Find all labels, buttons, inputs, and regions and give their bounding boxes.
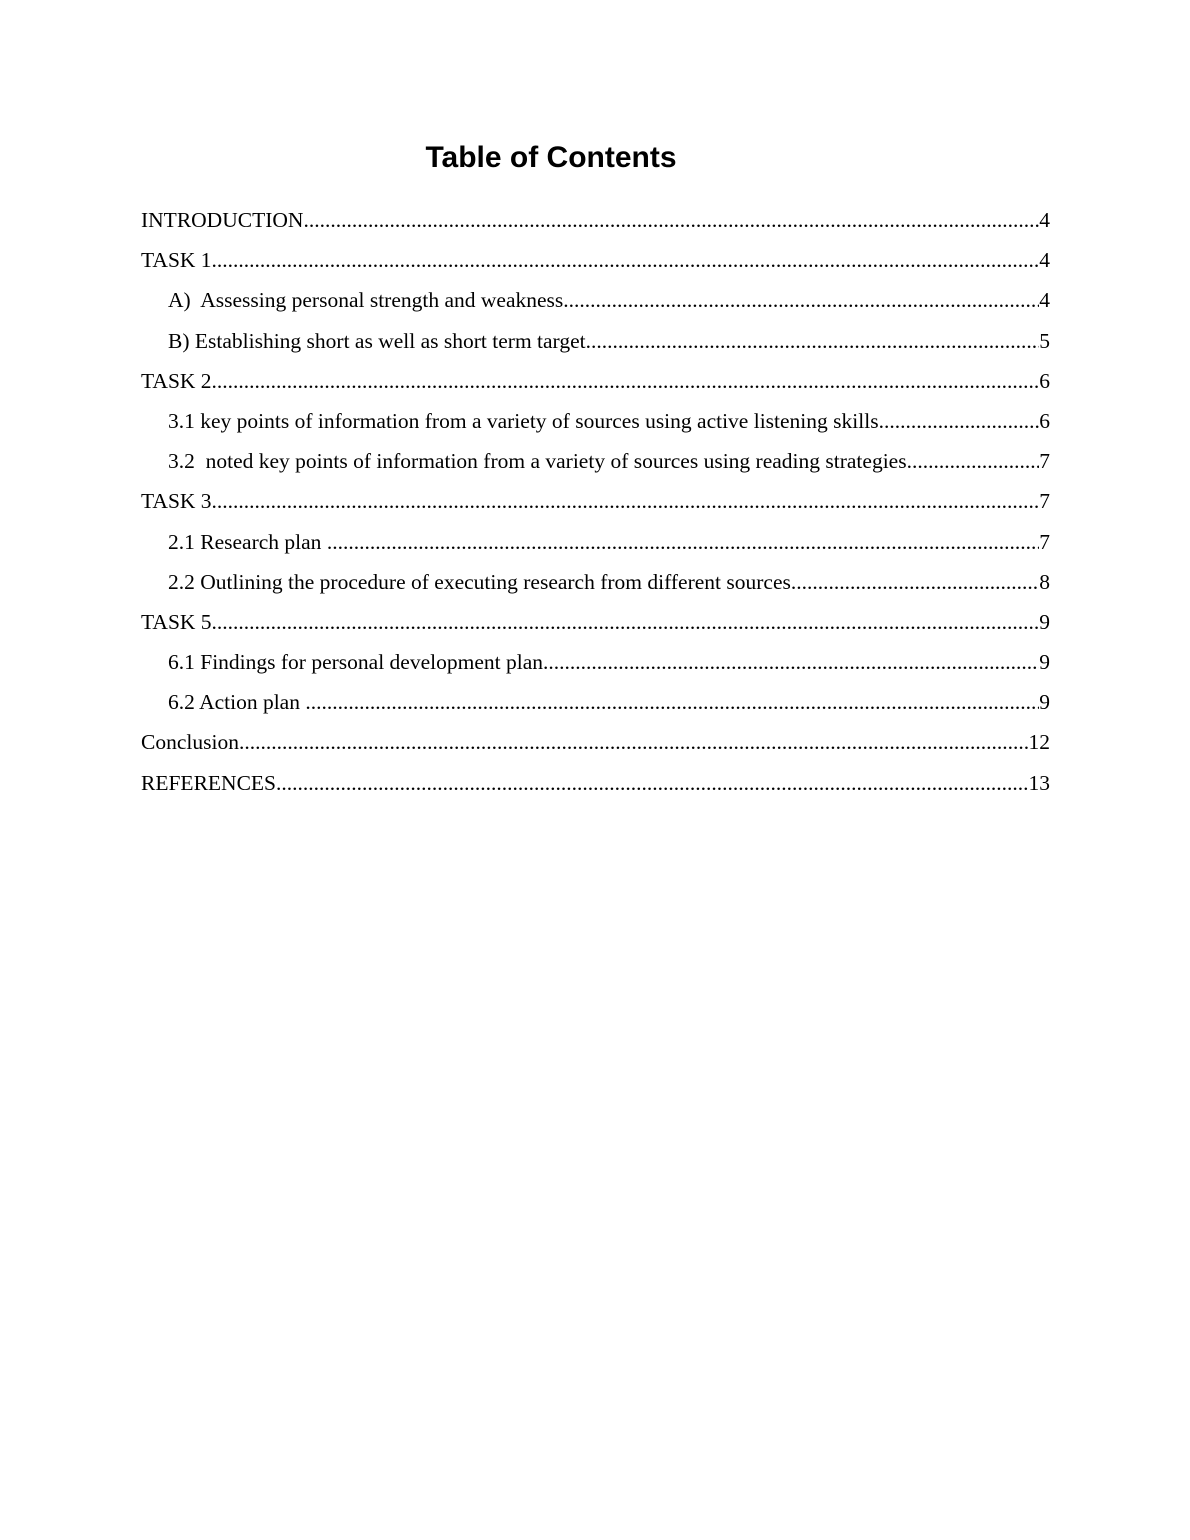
toc-entry-page-number: 6 xyxy=(1039,408,1050,433)
toc-entry-label: TASK 5 xyxy=(141,609,212,634)
toc-entry-outlining-procedure[interactable] xyxy=(141,562,1050,602)
toc-entry-page-number: 4 xyxy=(1039,288,1050,313)
toc-entry-page-number: 12 xyxy=(1028,730,1050,755)
toc-dot-leader xyxy=(543,642,1039,682)
toc-dot-leader xyxy=(879,401,1040,441)
toc-entry-page-number: 5 xyxy=(1039,328,1050,353)
toc-entry-page-number: 8 xyxy=(1039,569,1050,594)
toc-entry-page-number: 4 xyxy=(1039,208,1050,232)
toc-dot-leader xyxy=(212,602,1040,642)
toc-entry-task-2[interactable] xyxy=(141,361,1050,401)
toc-entry-page-number: 7 xyxy=(1039,489,1050,514)
toc-entry-active-listening[interactable] xyxy=(141,401,1050,441)
toc-entry-label: INTRODUCTION xyxy=(141,208,304,232)
toc-entry-assessing-strength[interactable] xyxy=(141,280,1050,320)
toc-entry-page-number: 6 xyxy=(1039,368,1050,393)
toc-entry-label: Conclusion xyxy=(141,730,239,755)
toc-dot-leader xyxy=(212,240,1040,280)
toc-dot-leader xyxy=(212,481,1040,521)
toc-title: Table of Contents xyxy=(425,141,677,174)
toc-entry-research-plan[interactable] xyxy=(141,522,1050,562)
toc-entry-label: TASK 2 xyxy=(141,368,212,393)
toc-entry-label: B) Establishing short as well as short term target xyxy=(168,328,586,353)
toc-dot-leader xyxy=(791,562,1039,602)
toc-entry-label: A) Assessing personal strength and weakness xyxy=(168,288,564,313)
toc-entry-reading-strategies[interactable] xyxy=(141,441,1050,481)
toc-dot-leader xyxy=(276,763,1029,803)
toc-entry-page-number: 9 xyxy=(1039,650,1050,675)
toc-entry-page-number: 4 xyxy=(1039,248,1050,273)
toc-entry-label: 3.1 key points of information from a variety of sources using active listening skills xyxy=(168,408,879,433)
toc-entry-page-number: 7 xyxy=(1039,449,1050,474)
toc-entry-establishing-targets[interactable] xyxy=(141,321,1050,361)
toc-entry-conclusion[interactable] xyxy=(141,722,1050,762)
toc-dot-leader xyxy=(305,682,1039,722)
toc-entry-label: 3.2 noted key points of information from a variety of sources using reading strategies xyxy=(168,449,907,474)
toc-entry-introduction[interactable] xyxy=(141,200,1050,240)
toc-dot-leader xyxy=(303,200,1039,240)
toc-entry-page-number: 13 xyxy=(1028,770,1050,795)
toc-entry-label: TASK 3 xyxy=(141,489,212,514)
toc-list xyxy=(141,200,1050,803)
toc-dot-leader xyxy=(907,441,1040,481)
toc-entry-task-5[interactable] xyxy=(141,602,1050,642)
toc-entry-label: TASK 1 xyxy=(141,248,212,273)
toc-dot-leader xyxy=(212,361,1040,401)
toc-entry-page-number: 9 xyxy=(1039,609,1050,634)
toc-entry-label: 6.1 Findings for personal development plan xyxy=(168,650,543,675)
toc-entry-page-number: 7 xyxy=(1039,529,1050,554)
toc-dot-leader xyxy=(586,321,1040,361)
toc-entry-label: 6.2 Action plan xyxy=(168,690,306,715)
toc-entry-page-number: 9 xyxy=(1039,690,1050,715)
toc-dot-leader xyxy=(327,522,1039,562)
toc-dot-leader xyxy=(563,280,1039,320)
toc-entry-task-1[interactable] xyxy=(141,240,1050,280)
toc-entry-label: 2.2 Outlining the procedure of executing research from different sources xyxy=(168,569,791,594)
toc-entry-findings[interactable] xyxy=(141,642,1050,682)
toc-entry-references[interactable] xyxy=(141,763,1050,803)
toc-entry-label: REFERENCES xyxy=(141,770,276,795)
toc-dot-leader xyxy=(239,722,1029,762)
toc-entry-action-plan[interactable] xyxy=(141,682,1050,722)
toc-entry-label: 2.1 Research plan xyxy=(168,529,327,554)
toc-entry-task-3[interactable] xyxy=(141,481,1050,521)
